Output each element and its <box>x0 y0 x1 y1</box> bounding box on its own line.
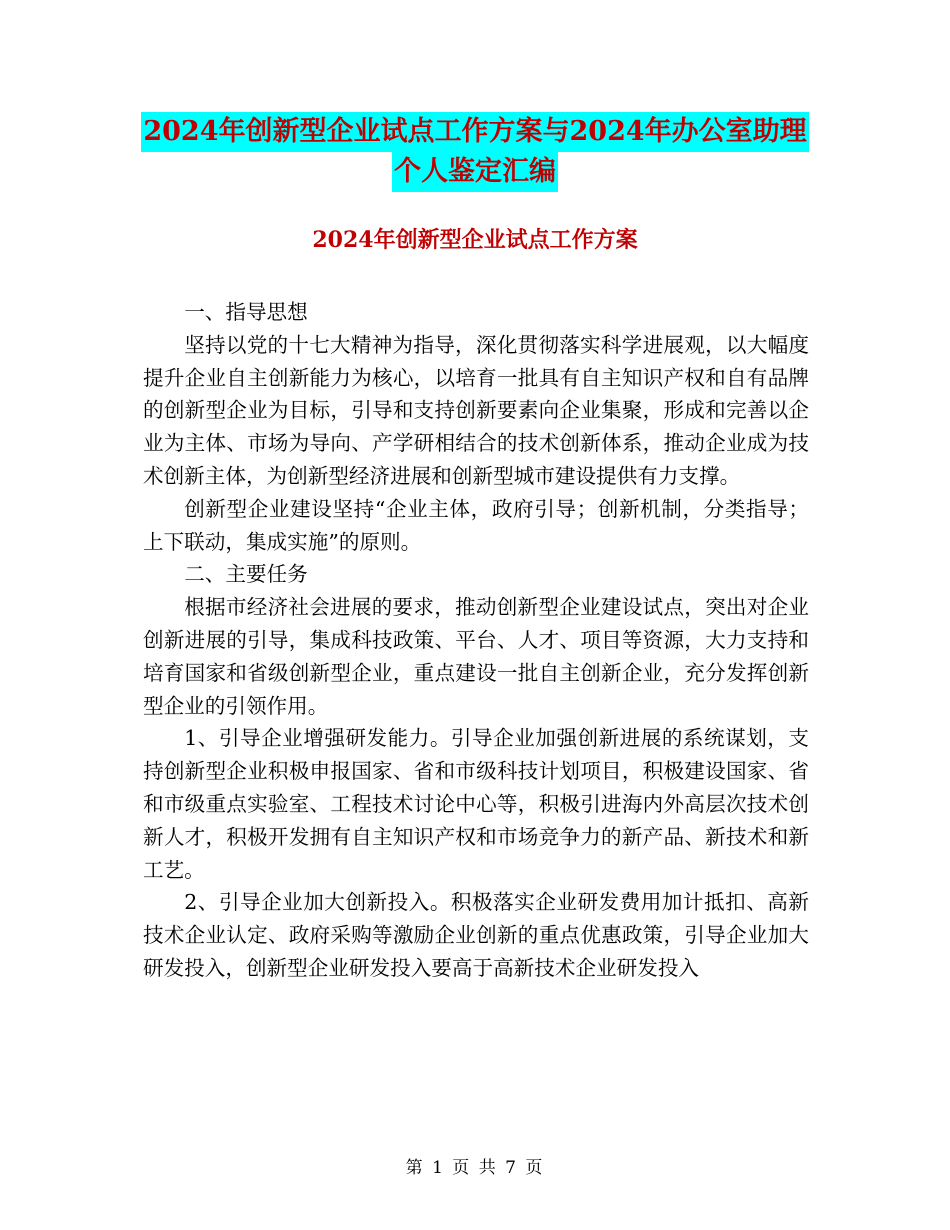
document-title-line-1: 2024年创新型企业试点工作方案与2024年办公室助理 <box>141 112 808 152</box>
section-title: 2024年创新型企业试点工作方案 <box>312 227 638 253</box>
heading-guiding-ideology: 一、指导思想 <box>184 300 308 324</box>
paragraph: 1、引导企业增强研发能力。引导企业加强创新进展的系统谋划，支持创新型企业积极申报国家、省和市级科技计划项目，积极建设国家、省和市级重点实验室、工程技术讨论中心等，积极引进海内外高层次技术创新人才，积极开发拥有自主知识产权和市场竞争力的新产品、新技术和新工艺。 <box>143 726 809 882</box>
page-footer: 第 1 页 共 7 页 <box>405 1158 545 1178</box>
document-title <box>0 112 950 192</box>
document-title-line-2: 个人鉴定汇编 <box>392 152 558 192</box>
paragraph: 根据市经济社会进展的要求，推动创新型企业建设试点，突出对企业创新进展的引导，集成科技政策、平台、人才、项目等资源，大力支持和培育国家和省级创新型企业，重点建设一批自主创新企业，充分发挥创新型企业的引领作用。 <box>143 595 809 718</box>
paragraph: 创新型企业建设坚持“企业主体，政府引导；创新机制，分类指导；上下联动，集成实施”的原则。 <box>143 496 809 554</box>
paragraph: 2、引导企业加大创新投入。积极落实企业研发费用加计抵扣、高新技术企业认定、政府采购等激励企业创新的重点优惠政策，引导企业加大研发投入，创新型企业研发投入要高于高新技术企业研发投入 <box>143 890 809 980</box>
heading-main-tasks: 二、主要任务 <box>184 562 308 587</box>
paragraph: 坚持以党的十七大精神为指导，深化贯彻落实科学进展观，以大幅度提升企业自主创新能力为核心，以培育一批具有自主知识产权和自有品牌的创新型企业为目标，引导和支持创新要素向企业集聚，形成和完善以企业为主体、市场为导向、产学研相结合的技术创新体系，推动企业成为技术创新主体，为创新型经济进展和创新型城市建设提供有力支撑。 <box>143 332 809 488</box>
document-body <box>143 296 809 985</box>
